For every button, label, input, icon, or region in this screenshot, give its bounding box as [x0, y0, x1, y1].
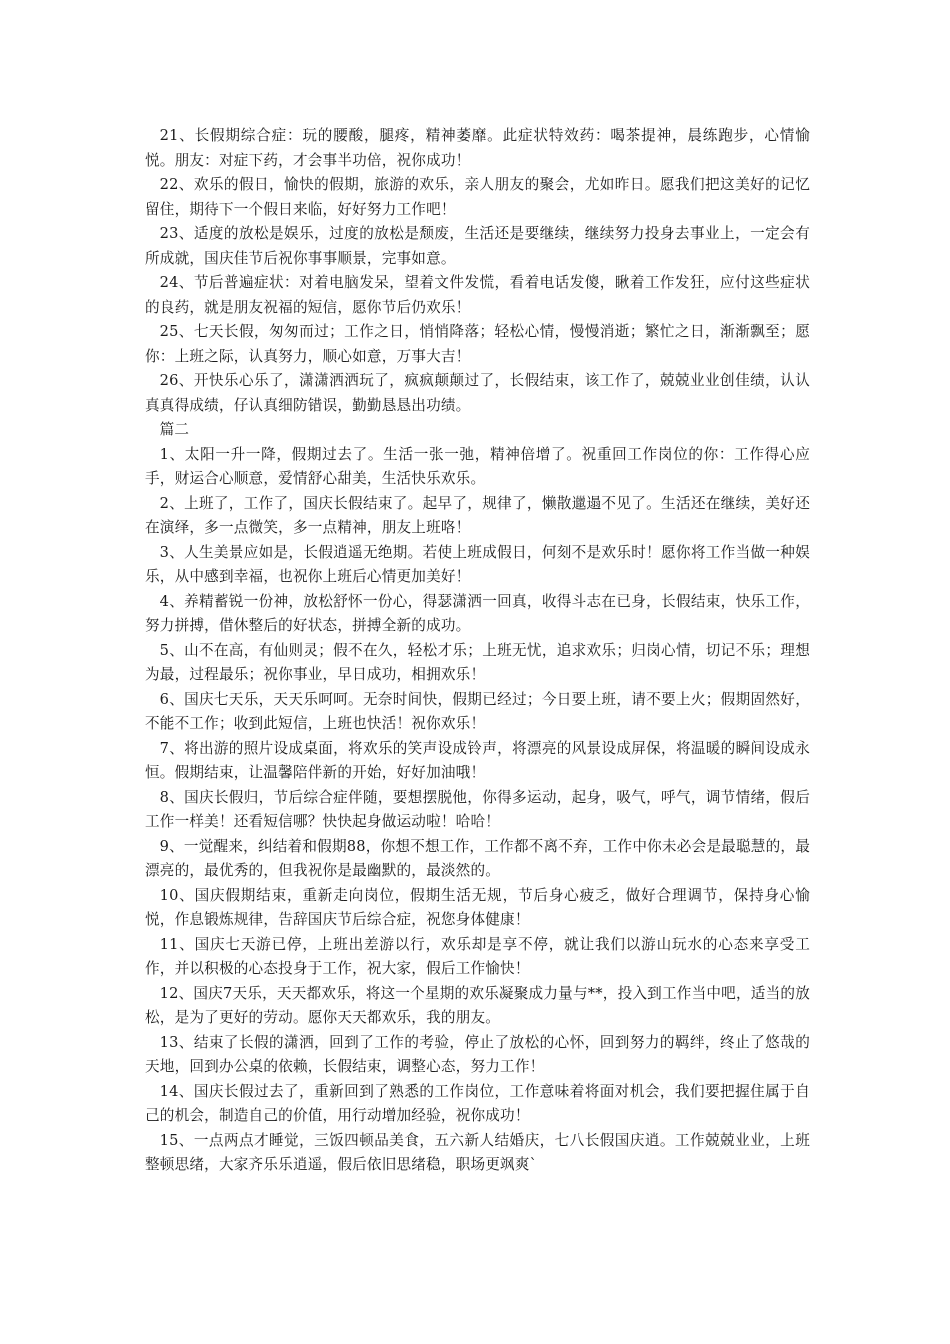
- paragraph-22: 22、欢乐的假日，愉快的假期，旅游的欢乐，亲人朋友的聚会，尤如昨日。愿我们把这美好的记忆留住，期待下一个假日来临，好好努力工作吧！: [145, 176, 810, 218]
- paragraph-4: 4、养精蓄锐一份神，放松舒怀一份心，得瑟潇洒一回真，收得斗志在已身，长假结束，快乐工作，努力拼搏，借休整后的好状态，拼搏全新的成功。: [145, 592, 810, 634]
- paragraph-26: 26、开快乐心乐了，潇潇洒洒玩了，疯疯颠颠过了，长假结束，该工作了，兢兢业业创佳绩，认认真真得成绩，仔认真细防错误，勤勤恳恳出功绩。: [145, 372, 810, 414]
- paragraph-23: 23、适度的放松是娱乐，过度的放松是颓废，生活还是要继续，继续努力投身去事业上，一定会有所成就，国庆佳节后祝你事事顺景，完事如意。: [145, 225, 810, 267]
- paragraph-1: 1、太阳一升一降，假期过去了。生活一张一弛，精神倍增了。祝重回工作岗位的你：工作得心应手，财运合心顺意，爱情舒心甜美，生活快乐欢乐。: [145, 445, 810, 487]
- paragraph-6: 6、国庆七天乐，天天乐呵呵。无奈时间快，假期已经过；今日要上班，请不要上火；假期固然好，不能不工作；收到此短信，上班也快活！祝你欢乐！: [145, 690, 810, 732]
- paragraph-3: 3、人生美景应如是，长假逍遥无绝期。若使上班成假日，何刻不是欢乐时！愿你将工作当做一种娱乐，从中感到幸福，也祝你上班后心情更加美好！: [145, 543, 810, 585]
- paragraph-21: 21、长假期综合症：玩的腰酸，腿疼，精神萎靡。此症状特效药：喝茶提神，晨练跑步，心情愉悦。朋友：对症下药，才会事半功倍，祝你成功！: [145, 127, 810, 169]
- paragraph-8: 8、国庆长假归，节后综合症伴随，要想摆脱他，你得多运动，起身，吸气，呼气，调节情绪，假后工作一样美！还看短信哪？快快起身做运动啦！哈哈！: [145, 788, 810, 830]
- paragraph-2: 2、上班了，工作了，国庆长假结束了。起早了，规律了，懒散邋遢不见了。生活还在继续，美好还在演绎，多一点微笑，多一点精神，朋友上班咯！: [145, 494, 810, 536]
- paragraph-14: 14、国庆长假过去了，重新回到了熟悉的工作岗位，工作意味着将面对机会，我们要把握住属于自己的机会，制造自己的价值，用行动增加经验，祝你成功！: [145, 1082, 810, 1124]
- section-heading: 篇二: [159, 421, 190, 438]
- document-body: [145, 124, 810, 1178]
- paragraph-12: 12、国庆7天乐，天天都欢乐，将这一个星期的欢乐凝聚成力量与**，投入到工作当中吧，适当的放松，是为了更好的劳动。愿你天天都欢乐，我的朋友。: [145, 984, 810, 1026]
- paragraph-10: 10、国庆假期结束，重新走向岗位，假期生活无规，节后身心疲乏，做好合理调节，保持身心愉悦，作息锻炼规律，告辞国庆节后综合症，祝您身体健康！: [145, 886, 810, 928]
- paragraph-7: 7、将出游的照片设成桌面，将欢乐的笑声设成铃声，将漂亮的风景设成屏保，将温暖的瞬间设成永恒。假期结束，让温馨陪伴新的开始，好好加油哦！: [145, 739, 810, 781]
- paragraph-25: 25、七天长假，匆匆而过；工作之日，悄悄降落；轻松心情，慢慢消逝；繁忙之日，渐渐飘至；愿你：上班之际，认真努力，顺心如意，万事大吉！: [145, 323, 810, 365]
- paragraph-24: 24、节后普遍症状：对着电脑发呆，望着文件发慌，看着电话发傻，瞅着工作发狂，应付这些症状的良药，就是朋友祝福的短信，愿你节后仍欢乐！: [145, 274, 810, 316]
- paragraph-5: 5、山不在高，有仙则灵；假不在久，轻松才乐；上班无忧，追求欢乐；归岗心情，切记不乐；理想为最，过程最乐；祝你事业，早日成功，相拥欢乐！: [145, 641, 810, 683]
- paragraph-15: 15、一点两点才睡觉，三饭四顿品美食，五六新人结婚庆，七八长假国庆逍。工作兢兢业业，上班整顿思绪，大家齐乐乐逍遥，假后依旧思绪稳，职场更飒爽`: [145, 1131, 810, 1173]
- paragraph-11: 11、国庆七天游已停，上班出差游以行，欢乐却是享不停，就让我们以游山玩水的心态来享受工作，并以积极的心态投身于工作，祝大家，假后工作愉快！: [145, 935, 810, 977]
- paragraph-13: 13、结束了长假的潇洒，回到了工作的考验，停止了放松的心怀，回到努力的羁绊，终止了悠哉的天地，回到办公桌的依赖，长假结束，调整心态，努力工作！: [145, 1033, 810, 1075]
- paragraph-9: 9、一觉醒来，纠结着和假期88，你想不想工作，工作都不离不弃，工作中你未必会是最聪慧的，最漂亮的，最优秀的，但我祝你是最幽默的，最淡然的。: [145, 837, 810, 879]
